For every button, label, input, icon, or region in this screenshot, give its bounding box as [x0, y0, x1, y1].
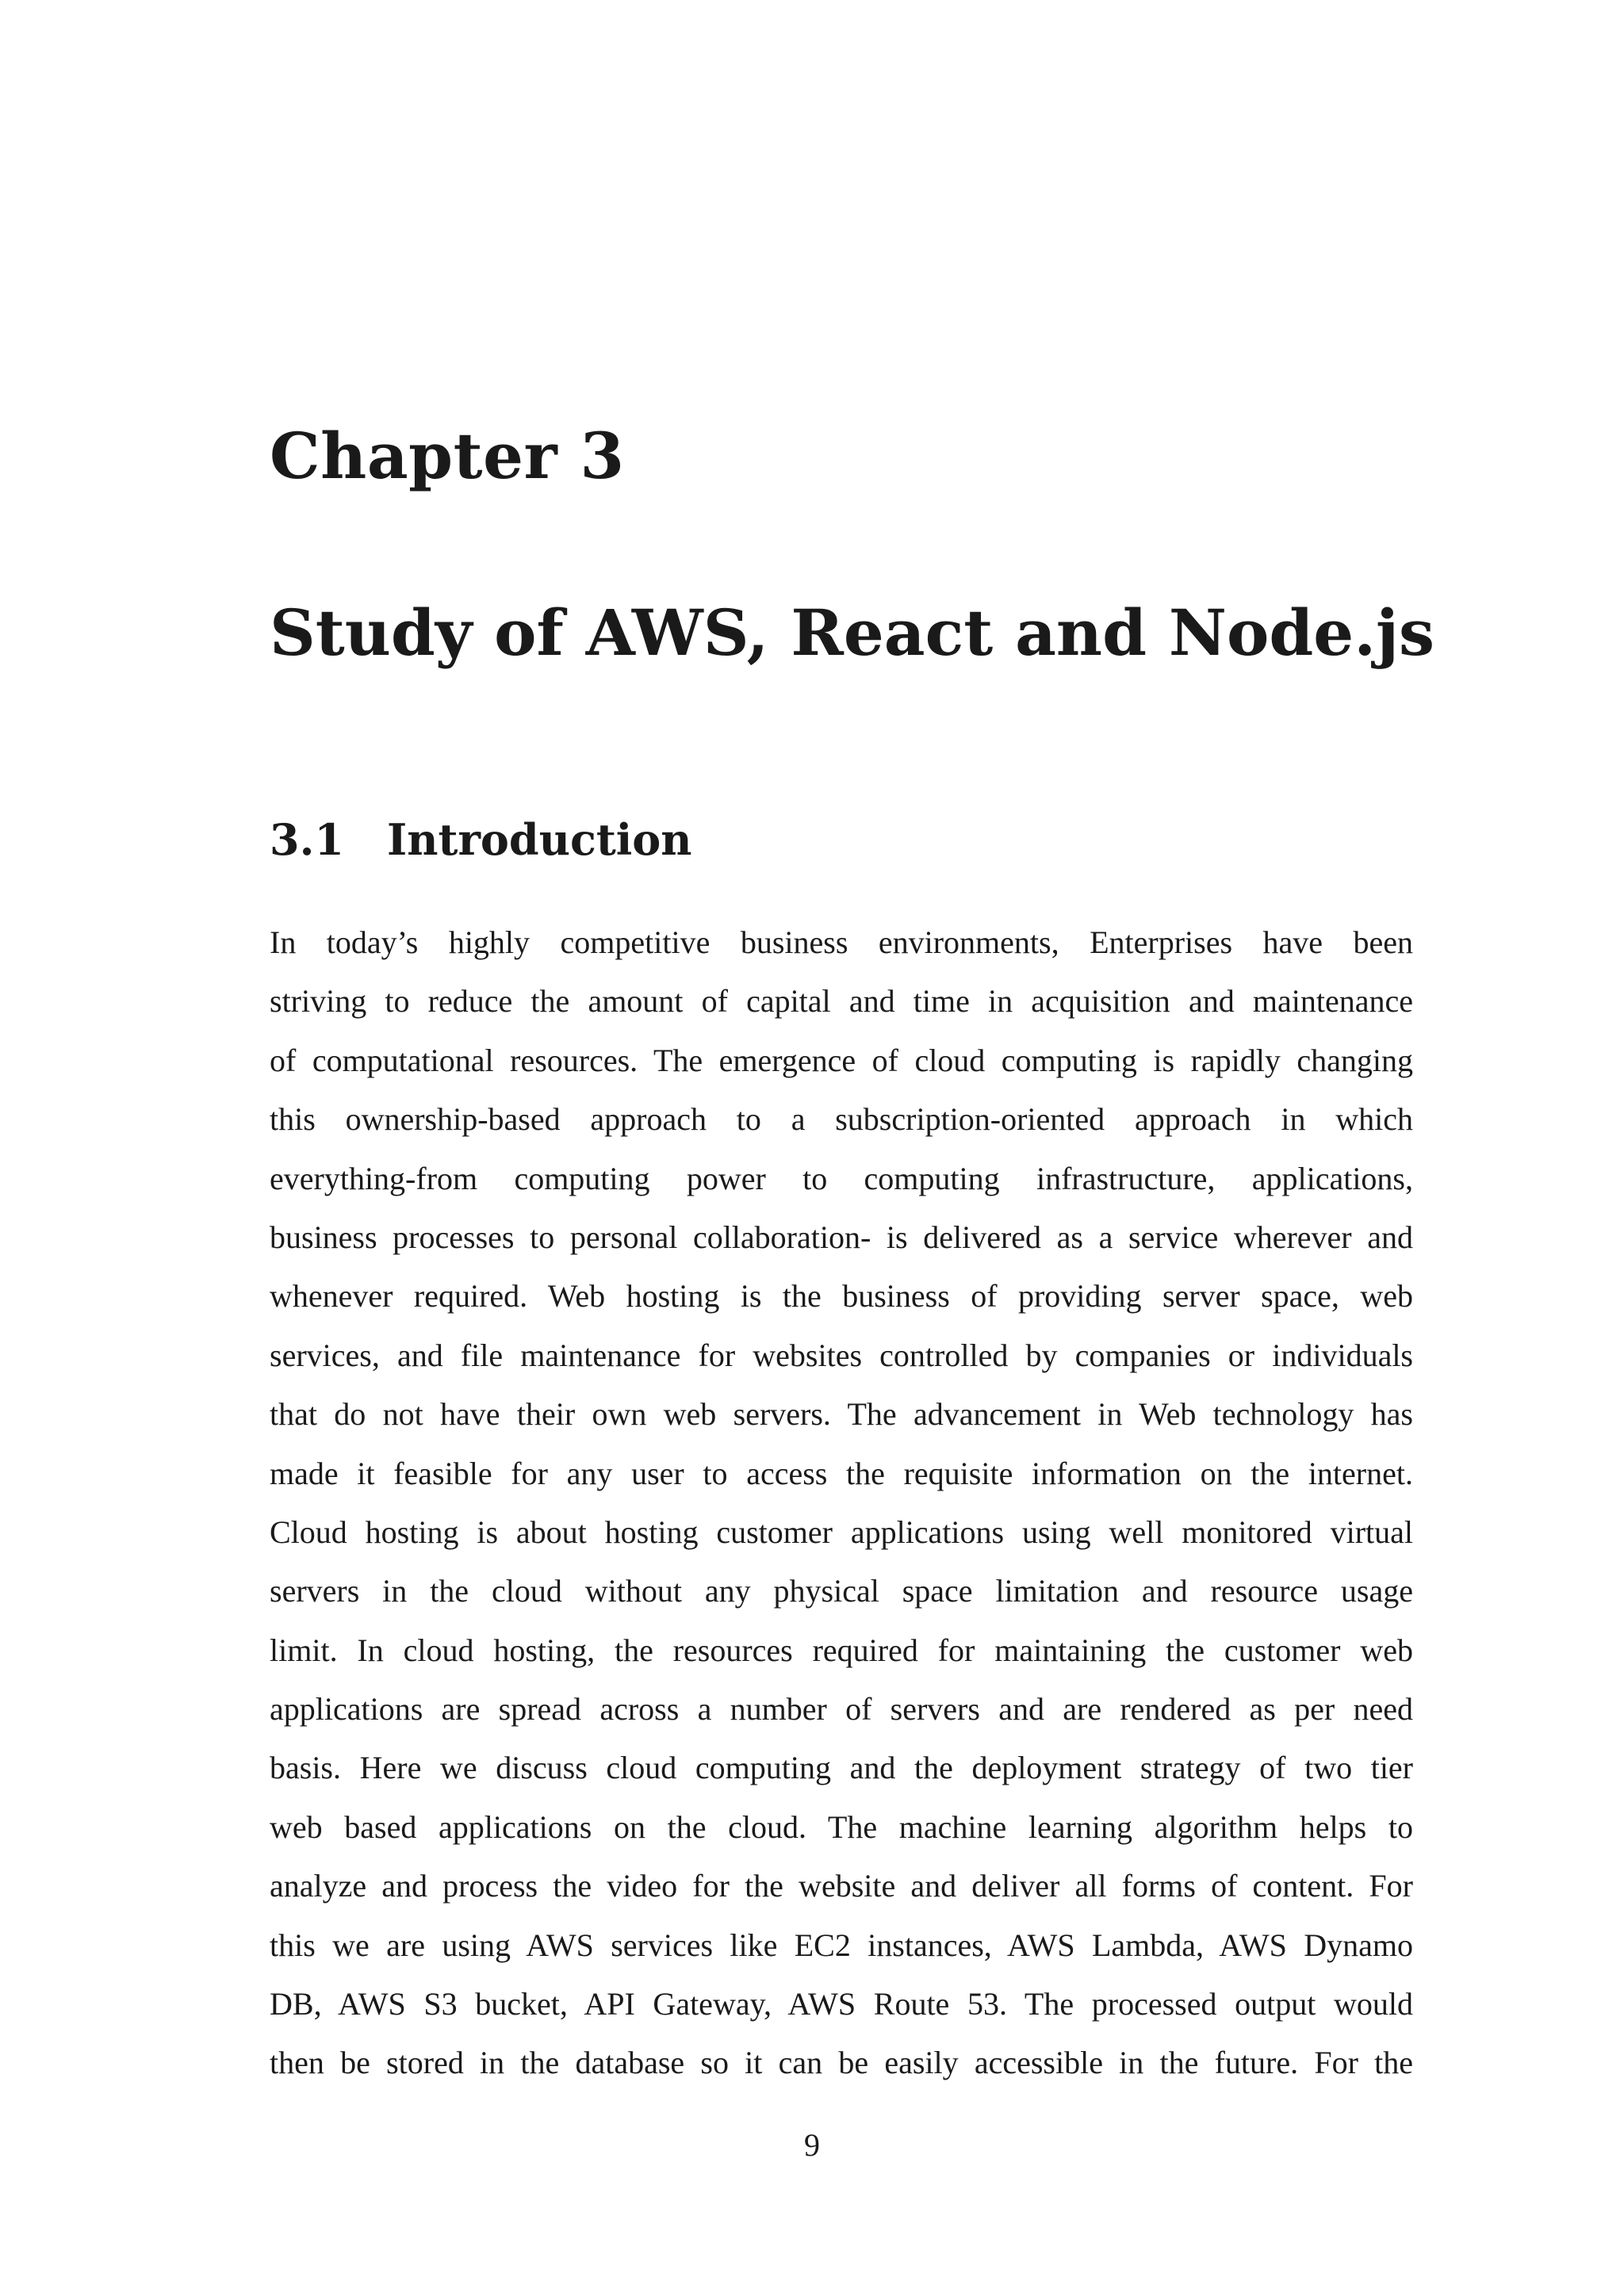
text-line: everything-from computing power to computing infrastructure, applications, [270, 1160, 1413, 1196]
text-line: In today’s highly competitive business environments, Enterprises have been [270, 924, 1413, 960]
section-heading [270, 814, 692, 865]
text-line: business processes to personal collaboration- is delivered as a service wherever and [270, 1219, 1413, 1255]
text-line: of computational resources. The emergence of cloud computing is rapidly changing [270, 1042, 1413, 1078]
text-line: made it feasible for any user to access the requisite information on the internet. [270, 1455, 1413, 1491]
text-line: services, and file maintenance for websites controlled by companies or individuals [270, 1337, 1413, 1373]
text-line: then be stored in the database so it can be easily accessible in the future. For the [270, 2045, 1413, 2081]
body-paragraph [270, 913, 1413, 2093]
section-title: Introduction [387, 814, 692, 865]
chapter-label: Chapter 3 [270, 419, 625, 493]
text-line: web based applications on the cloud. The machine learning algorithm helps to [270, 1808, 1413, 1845]
text-line: Cloud hosting is about hosting customer applications using well monitored virtual [270, 1513, 1413, 1550]
text-line: this ownership-based approach to a subscription-oriented approach in which [270, 1101, 1413, 1138]
text-line: DB, AWS S3 bucket, API Gateway, AWS Route 53. The processed output would [270, 1986, 1413, 2022]
text-line: this we are using AWS services like EC2 instances, AWS Lambda, AWS Dynamo [270, 1927, 1413, 1963]
text-line: applications are spread across a number of servers and are rendered as per need [270, 1691, 1413, 1728]
text-line: basis. Here we discuss cloud computing and the deployment strategy of two tier [270, 1750, 1413, 1786]
chapter-title: Study of AWS, React and Node.js [270, 595, 1435, 670]
text-line: whenever required. Web hosting is the business of providing server space, web [270, 1278, 1413, 1314]
section-number: 3.1 [270, 814, 344, 865]
text-line: servers in the cloud without any physical space limitation and resource usage [270, 1573, 1413, 1609]
text-line: analyze and process the video for the website and deliver all forms of content. For [270, 1868, 1413, 1904]
text-line: limit. In cloud hosting, the resources required for maintaining the customer web [270, 1632, 1413, 1668]
text-line: that do not have their own web servers. The advancement in Web technology has [270, 1396, 1413, 1433]
text-line: striving to reduce the amount of capital and time in acquisition and maintenance [270, 983, 1413, 1020]
page-number: 9 [804, 2127, 820, 2163]
